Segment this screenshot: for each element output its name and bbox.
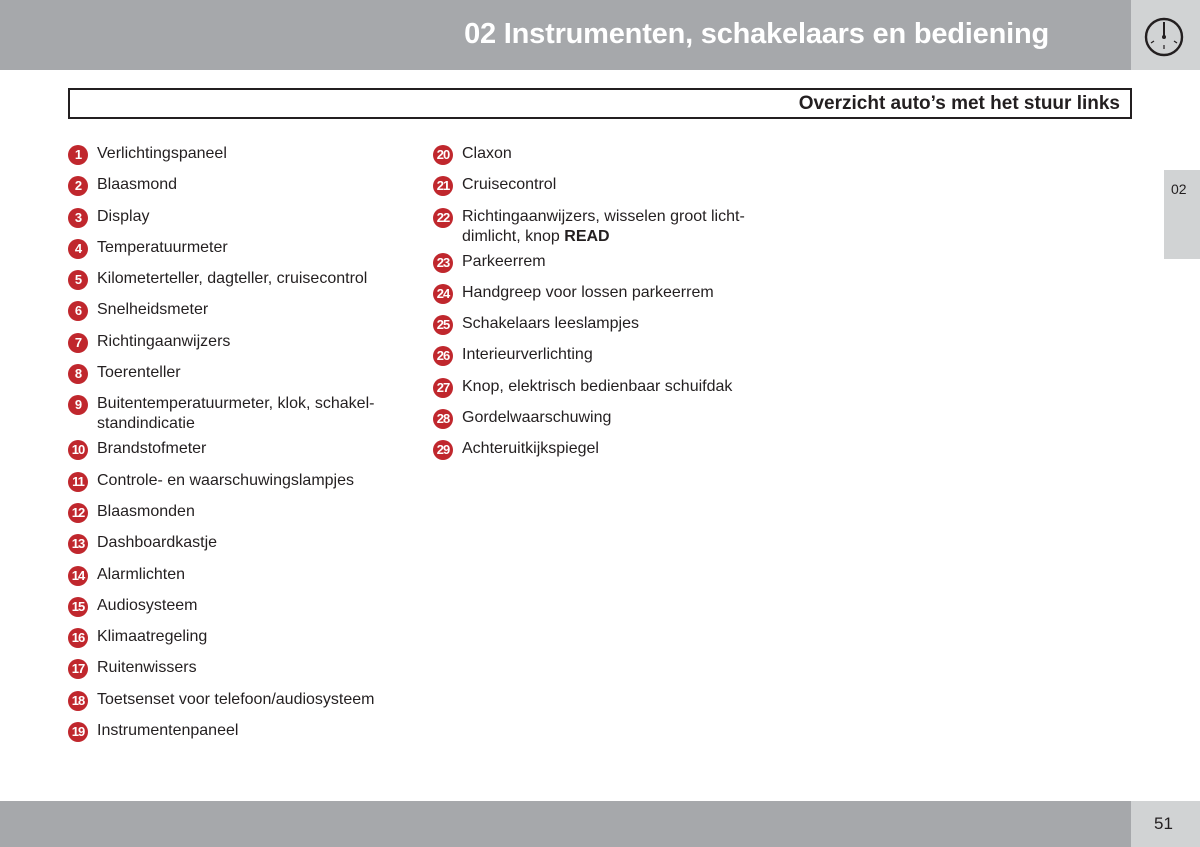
item-label-text: Achteruitkijkspiegel: [462, 440, 599, 458]
number-badge: 17: [68, 659, 88, 679]
list-item: [68, 502, 375, 533]
number-badge: 5: [68, 270, 88, 290]
item-label: [462, 408, 611, 428]
item-label-text: Buitentemperatuurmeter, klok, schakel- standindicatie: [97, 395, 375, 433]
item-label-text: Controle- en waarschuwingslampjes: [97, 471, 355, 489]
list-item: [68, 439, 375, 470]
item-label-text: Instrumentenpaneel: [97, 722, 239, 740]
item-label: [97, 363, 181, 383]
header-bar: [0, 0, 1131, 70]
list-item: [433, 408, 745, 439]
item-list-left: [68, 144, 375, 752]
item-label: [97, 721, 238, 741]
item-label: [462, 252, 546, 272]
list-item: [433, 345, 745, 376]
number-badge: 13: [68, 534, 88, 554]
list-item: [68, 300, 375, 331]
list-item: [68, 565, 375, 596]
number-badge: 15: [68, 597, 88, 617]
number-badge: 6: [68, 301, 88, 321]
item-label: [462, 283, 714, 303]
item-label-text: Gordelwaarschuwing: [462, 409, 612, 427]
number-badge: 8: [68, 364, 88, 384]
list-item: [68, 533, 375, 564]
item-label-text: Verlichtingspaneel: [97, 145, 227, 162]
header-icon-box: [1131, 0, 1200, 70]
item-label: [462, 439, 599, 459]
chapter-tab: [1164, 170, 1200, 259]
item-label: [97, 207, 149, 227]
page-number: 51: [1154, 814, 1173, 833]
item-label-text: Richtingaanwijzers: [97, 332, 231, 350]
list-item: [68, 627, 375, 658]
number-badge: 9: [68, 395, 88, 415]
list-item: [68, 175, 375, 206]
item-label-text: Audiosysteem: [97, 596, 198, 614]
number-badge: 16: [68, 628, 88, 648]
number-badge: 23: [433, 253, 453, 273]
chapter-tab-label: 02: [1171, 181, 1187, 197]
number-badge: 11: [68, 472, 88, 492]
item-label: [97, 238, 228, 258]
number-badge: 10: [68, 440, 88, 460]
list-item: [433, 283, 745, 314]
number-badge: 21: [433, 176, 453, 196]
item-label-text: Dashboardkastje: [97, 534, 218, 552]
number-badge: 26: [433, 346, 453, 366]
section-title: Overzicht auto’s met het stuur links: [798, 93, 1120, 114]
number-badge: 2: [68, 176, 88, 196]
number-badge: 25: [433, 315, 453, 335]
section-header: [68, 88, 1132, 119]
item-label-text: Blaasmond: [97, 176, 178, 194]
item-label-text: Knop, elektrisch bedienbaar schuifdak: [462, 377, 733, 395]
item-label: [97, 471, 354, 491]
item-label-text: Interieurverlichting: [462, 346, 593, 364]
item-label-text: Ruitenwissers: [97, 659, 197, 677]
list-item: [433, 144, 745, 175]
number-badge: 12: [68, 503, 88, 523]
number-badge: 14: [68, 566, 88, 586]
item-label-text: Kilometerteller, dagteller, cruisecontrol: [97, 270, 368, 288]
item-label: [97, 394, 374, 434]
item-label-text: Claxon: [462, 145, 512, 162]
list-item: [68, 658, 375, 689]
list-item: [433, 439, 745, 470]
number-badge: 7: [68, 333, 88, 353]
number-badge: 22: [433, 208, 453, 228]
item-label: [97, 332, 230, 352]
item-label: [462, 377, 732, 397]
item-label: [462, 144, 512, 164]
item-label: [97, 690, 375, 710]
item-label: [462, 345, 593, 365]
number-badge: 19: [68, 722, 88, 742]
list-item: [68, 238, 375, 269]
item-label-text: Snelheidsmeter: [97, 301, 209, 319]
item-label: [97, 269, 367, 289]
item-label-bold: READ: [564, 227, 610, 245]
item-label-text: Toetsenset voor telefoon/audiosysteem: [97, 690, 375, 708]
item-label: [97, 658, 197, 678]
list-item: [68, 596, 375, 627]
list-item: [68, 471, 375, 502]
list-item: [68, 363, 375, 394]
list-item: [433, 175, 745, 206]
chapter-title: 02 Instrumenten, schakelaars en bediening: [464, 18, 1049, 50]
item-label: [462, 207, 745, 247]
item-label: [97, 144, 227, 164]
footer-bar: [0, 801, 1131, 847]
item-label-text: Richtingaanwijzers, wisselen groot licht- dimlicht, knop: [462, 207, 745, 245]
item-label-text: Blaasmonden: [97, 502, 195, 520]
list-item: [68, 332, 375, 363]
number-badge: 28: [433, 409, 453, 429]
number-badge: 18: [68, 691, 88, 711]
item-label-text: Schakelaars leeslampjes: [462, 315, 639, 333]
list-item: [433, 314, 745, 345]
list-item: [433, 252, 745, 283]
item-label: [462, 175, 556, 195]
item-label-text: Temperatuurmeter: [97, 238, 228, 256]
number-badge: 1: [68, 145, 88, 165]
item-label-text: Alarmlichten: [97, 565, 186, 583]
item-label: [97, 533, 217, 553]
number-badge: 27: [433, 378, 453, 398]
item-label-text: Toerenteller: [97, 364, 181, 382]
item-label: [97, 565, 185, 585]
item-label-text: Parkeerrem: [462, 252, 546, 270]
number-badge: 4: [68, 239, 88, 259]
list-item: [68, 690, 375, 721]
list-item: [68, 207, 375, 238]
footer-page-box: [1131, 801, 1200, 847]
item-label-text: Handgreep voor lossen parkeerrem: [462, 283, 714, 301]
item-label: [97, 502, 195, 522]
item-label-text: Display: [97, 207, 150, 225]
list-item: [68, 269, 375, 300]
gauge-icon: [1143, 16, 1185, 58]
number-badge: 24: [433, 284, 453, 304]
list-item: [68, 144, 375, 175]
item-label: [97, 439, 206, 459]
list-item: [433, 377, 745, 408]
item-label-text: Brandstofmeter: [97, 440, 207, 458]
list-item: [68, 721, 375, 752]
list-item: [68, 394, 375, 439]
item-label-text: Cruisecontrol: [462, 176, 557, 194]
item-label: [97, 596, 198, 616]
list-item: [433, 207, 745, 252]
number-badge: 3: [68, 208, 88, 228]
item-label: [97, 175, 177, 195]
item-list-right: [433, 144, 745, 471]
item-label-text: Klimaatregeling: [97, 628, 208, 646]
number-badge: 20: [433, 145, 453, 165]
number-badge: 29: [433, 440, 453, 460]
item-label: [97, 627, 207, 647]
item-label: [462, 314, 639, 334]
item-label: [97, 300, 208, 320]
